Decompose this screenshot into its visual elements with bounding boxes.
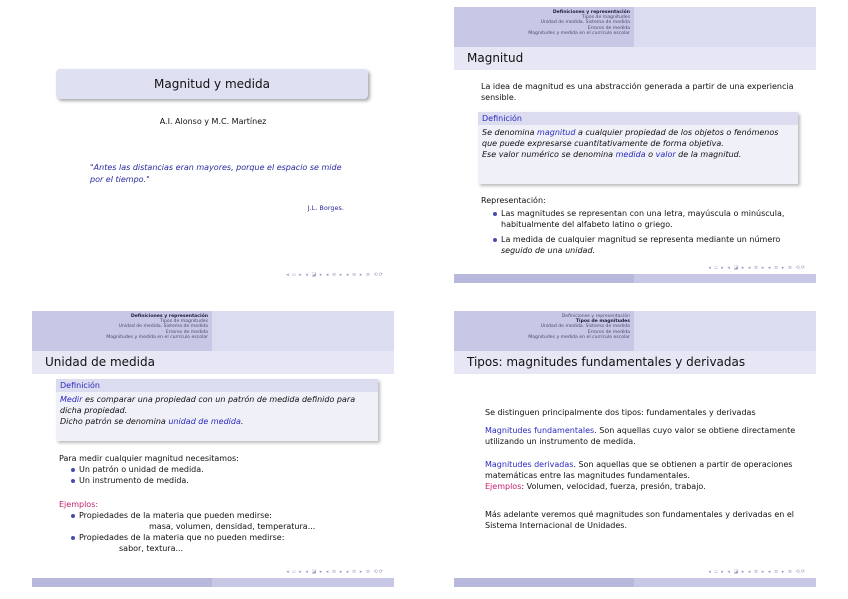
- nav-section-list: [528, 314, 630, 340]
- list-item: Un patrón o unidad de medida.: [59, 464, 379, 475]
- footer-bar: [454, 578, 816, 587]
- nav-section-list: [528, 10, 630, 36]
- footer-bar: [454, 274, 816, 283]
- nav-section-errores[interactable]: Errores de medida: [165, 329, 208, 335]
- bullet-icon: [71, 468, 75, 472]
- intro-text: Se distinguen principalmente dos tipos: fundamentales y derivadas: [485, 408, 756, 417]
- nav-section-definiciones[interactable]: Definiciones y representación: [561, 314, 630, 319]
- requirements-section: [59, 453, 379, 486]
- bullet-icon: [71, 536, 75, 540]
- representation-label: Representación:: [481, 196, 546, 205]
- beamer-navigation-icons[interactable]: ◂ ▫ ▸ ◂ ◪ ▸ ◂ ≡ ▸ ◂ ≡ ▸ ≡ ⟲⟳: [708, 569, 806, 575]
- frame-title-bar: [454, 351, 816, 374]
- list-item: Las magnitudes se representan con una letra, mayúscula o minúscula, habitualmente del alfabeto latino o griego.: [481, 208, 801, 230]
- epigraph-quote: "Antes las distancias eran mayores, porque el espacio se mide por el tiempo.": [90, 163, 342, 184]
- term-fundamentales: Magnitudes fundamentales: [485, 426, 595, 435]
- frame-title-bar: [32, 351, 394, 374]
- list-item-sub: masa, volumen, densidad, temperatura...: [149, 522, 316, 531]
- definition-body: Se denomina magnitud a cualquier propiedad de los objetos o fenómenos que puede expresarse cuantitativamente de forma objetiva. Ese valor numérico se denomina medida o valor de la magnitud.: [482, 128, 779, 159]
- frame-title-bar: [454, 47, 816, 70]
- frame-title: Tipos: magnitudes fundamentales y derivadas: [467, 355, 746, 369]
- frame-title: Unidad de medida: [45, 355, 155, 369]
- examples-section: [59, 499, 379, 554]
- list-item: Propiedades de la materia que no pueden medirse:: [59, 532, 379, 543]
- slide-title: [32, 7, 394, 283]
- nav-section-unidad[interactable]: Unidad de medida. Sistema de medida: [118, 324, 208, 330]
- bullet-icon: [493, 212, 497, 216]
- slide-unidad-de-medida: [32, 311, 394, 587]
- slide-tipos: [454, 311, 816, 587]
- footer-bar: [32, 578, 394, 587]
- representation-section: [481, 195, 801, 256]
- examples-label: Ejemplos:: [59, 500, 99, 509]
- nav-section-curriculo[interactable]: Magnitudes y medida en el currículo escolar: [106, 334, 208, 340]
- bullet-icon: [493, 238, 497, 242]
- nav-section-errores[interactable]: Errores de medida: [587, 25, 630, 31]
- intro-text: La idea de magnitud es una abstracción generada a partir de una experiencia sensible.: [481, 82, 794, 102]
- closing-paragraph: Más adelante veremos qué magnitudes son fundamentales y derivadas en el Sistema Internacional de Unidades.: [485, 510, 794, 530]
- term-valor: valor: [655, 150, 676, 159]
- slide-magnitud: [454, 7, 816, 283]
- list-item: Un instrumento de medida.: [59, 475, 379, 486]
- section-navigation: [454, 7, 816, 47]
- requirements-list: [59, 464, 379, 486]
- definition-block: [478, 112, 798, 184]
- definition-header: Definición: [56, 379, 378, 392]
- definition-block: [56, 379, 378, 441]
- section-navigation: [32, 311, 394, 351]
- presentation-title: Magnitud y medida: [154, 77, 270, 91]
- nav-section-tipos[interactable]: Tipos de magnitudes: [160, 319, 208, 325]
- requirements-label: Para medir cualquier magnitud necesitamos:: [59, 454, 239, 463]
- epigraph-author: J.L. Borges.: [307, 204, 344, 212]
- nav-section-tipos[interactable]: Tipos de magnitudes: [575, 319, 630, 325]
- fundamental-paragraph: Magnitudes fundamentales. Son aquellas cuyo valor se obtiene directamente utilizando un instrumento de medida.: [485, 426, 796, 446]
- presentation-title-box: [56, 69, 368, 99]
- beamer-navigation-icons[interactable]: ◂ ▫ ▸ ◂ ◪ ▸ ◂ ≡ ▸ ◂ ≡ ▸ ≡ ⟲⟳: [708, 265, 806, 271]
- nav-section-tipos[interactable]: Tipos de magnitudes: [582, 15, 630, 21]
- nav-section-list: [106, 314, 208, 340]
- term-magnitud: magnitud: [537, 128, 576, 137]
- nav-section-curriculo[interactable]: Magnitudes y medida en el currículo escolar: [528, 30, 630, 36]
- examples-list: [59, 510, 379, 554]
- list-item-sub: sabor, textura...: [119, 544, 184, 553]
- representation-list: [481, 208, 801, 256]
- list-item: La medida de cualquier magnitud se representa mediante un número seguido de una unidad.: [481, 234, 801, 256]
- nav-section-unidad[interactable]: Unidad de medida. Sistema de medida: [540, 324, 630, 330]
- bullet-icon: [71, 514, 75, 518]
- term-derivadas: Magnitudes derivadas: [485, 460, 574, 469]
- nav-section-unidad[interactable]: Unidad de medida. Sistema de medida: [540, 20, 630, 26]
- nav-section-errores[interactable]: Errores de medida: [587, 329, 630, 335]
- section-navigation: [454, 311, 816, 351]
- examples-label: Ejemplos: [485, 482, 522, 491]
- definition-body: Medir es comparar una propiedad con un patrón de medida definido para dicha propiedad. Dicho patrón se denomina unidad de medida.: [60, 395, 356, 426]
- frame-title: Magnitud: [467, 51, 524, 65]
- beamer-navigation-icons[interactable]: ◂ ▫ ▸ ◂ ◪ ▸ ◂ ≡ ▸ ◂ ≡ ▸ ≡ ⟲⟳: [286, 569, 384, 575]
- definition-header: Definición: [478, 112, 798, 125]
- authors: A.I. Alonso y M.C. Martínez: [159, 117, 267, 126]
- nav-section-definiciones[interactable]: Definiciones y representación: [552, 10, 630, 15]
- nav-section-definiciones[interactable]: Definiciones y representación: [130, 314, 208, 319]
- list-item: Propiedades de la materia que pueden medirse:: [59, 510, 379, 521]
- bullet-icon: [71, 479, 75, 483]
- derived-paragraph: Magnitudes derivadas. Son aquellas que se obtienen a partir de operaciones matemáticas entre las magnitudes fundamentales. Ejemplos: Volumen, velocidad, fuerza, presión, trabajo.: [485, 460, 793, 491]
- term-unidad-de-medida: unidad de medida: [168, 417, 241, 426]
- nav-section-curriculo[interactable]: Magnitudes y medida en el currículo escolar: [528, 334, 630, 340]
- beamer-navigation-icons[interactable]: ◂ ▫ ▸ ◂ ◪ ▸ ◂ ≡ ▸ ◂ ≡ ▸ ≡ ⟲⟳: [286, 272, 384, 278]
- term-medir: Medir: [60, 395, 83, 404]
- term-medida: medida: [615, 150, 646, 159]
